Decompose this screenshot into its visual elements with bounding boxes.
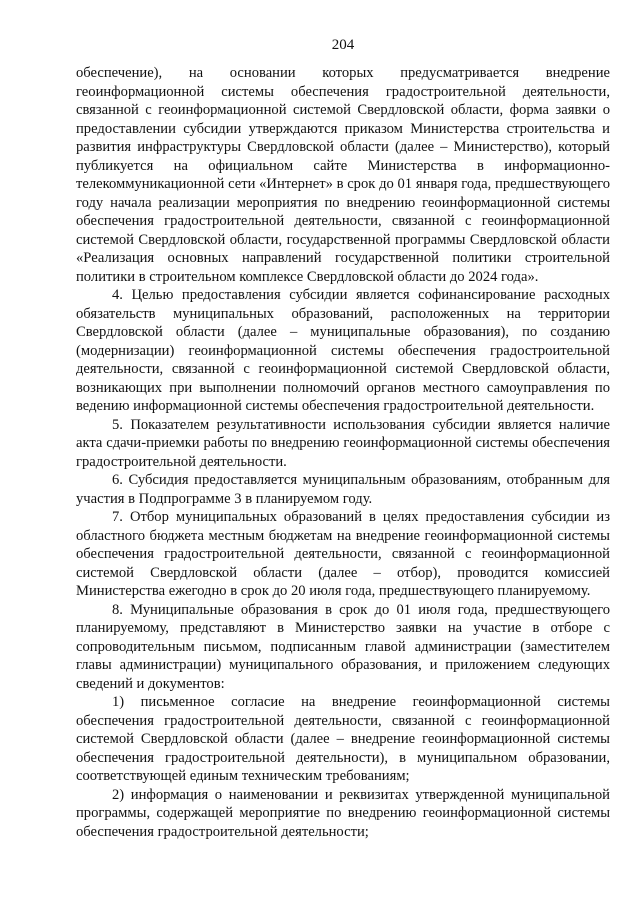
paragraph-subitem-1: 1) письменное согласие на внедрение геоинформационной системы обеспечения градостроительной деятельности, связанной с геоинформационной системой Свердловской области (далее – внедрение геоинформационной системы обеспечения градостроительной деятельности), в муниципальном образовании, соответствующей единым техническим требованиям; [76,694,610,784]
paragraph-item-5: 5. Показателем результативности использования субсидии является наличие акта сдачи-приемки работы по внедрению геоинформационной системы обеспечения градостроительной деятельности. [76,416,610,470]
paragraph-item-8: 8. Муниципальные образования в срок до 01 июля года, предшествующего планируемому, представляют в Министерство заявки на участие в отборе с сопроводительным письмом, подписанным главой администрации (заместителем главы администрации) муниципального образования, и приложением следующих сведений и документов: [76,601,610,692]
paragraph-item-4: 4. Целью предоставления субсидии является софинансирование расходных обязательств муниципальных образований, расположенных на территории Свердловской области (далее – муниципальные образования), по созданию (модернизации) геоинформационной системы обеспечения градостроительной деятельности, связанной с геоинформационной системой Свердловской области, возникающих при выполнении полномочий органов местного самоуправления по ведению информационной системы обеспечения градостроительной деятельности. [76,287,610,414]
paragraph-continuation: обеспечение), на основании которых предусматривается внедрение геоинформационной системы обеспечения градостроительной деятельности, связанной с геоинформационной системой Свердловской области, форма заявки о предоставлении субсидии утверждаются приказом Министерства строительства и развития инфраструктуры Свердловской области (далее – Министерство), который публикуется на официальном сайте Министерства в информационно-телекоммуникационной сети «Интернет» в срок до 01 января года, предшествующего году начала реализации мероприятия по внедрению геоинформационной системы обеспечения градостроительной деятельности, связанной с геоинформационной системой Свердловской области, государственной программы Свердловской области «Реализация основных направлений государственной политики строительной политики в строительном комплексе Свердловской области до 2024 года». [76,65,610,285]
paragraph-subitem-2: 2) информация о наименовании и реквизитах утвержденной муниципальной программы, содержащей мероприятие по внедрению геоинформационной системы обеспечения градостроительной деятельности; [76,786,610,840]
page-number: 204 [331,37,355,53]
document-page [76,36,610,841]
paragraph-item-7: 7. Отбор муниципальных образований в целях предоставления субсидии из областного бюджета местным бюджетам на внедрение геоинформационной системы обеспечения градостроительной деятельности, связанной с геоинформационной системой Свердловской области (далее – отбор), проводится комиссией Министерства ежегодно в срок до 20 июля года, предшествующего планируемому. [76,509,610,599]
paragraph-item-6: 6. Субсидия предоставляется муниципальным образованиям, отобранным для участия в Подпрограмме 3 в планируемом году. [76,472,610,507]
